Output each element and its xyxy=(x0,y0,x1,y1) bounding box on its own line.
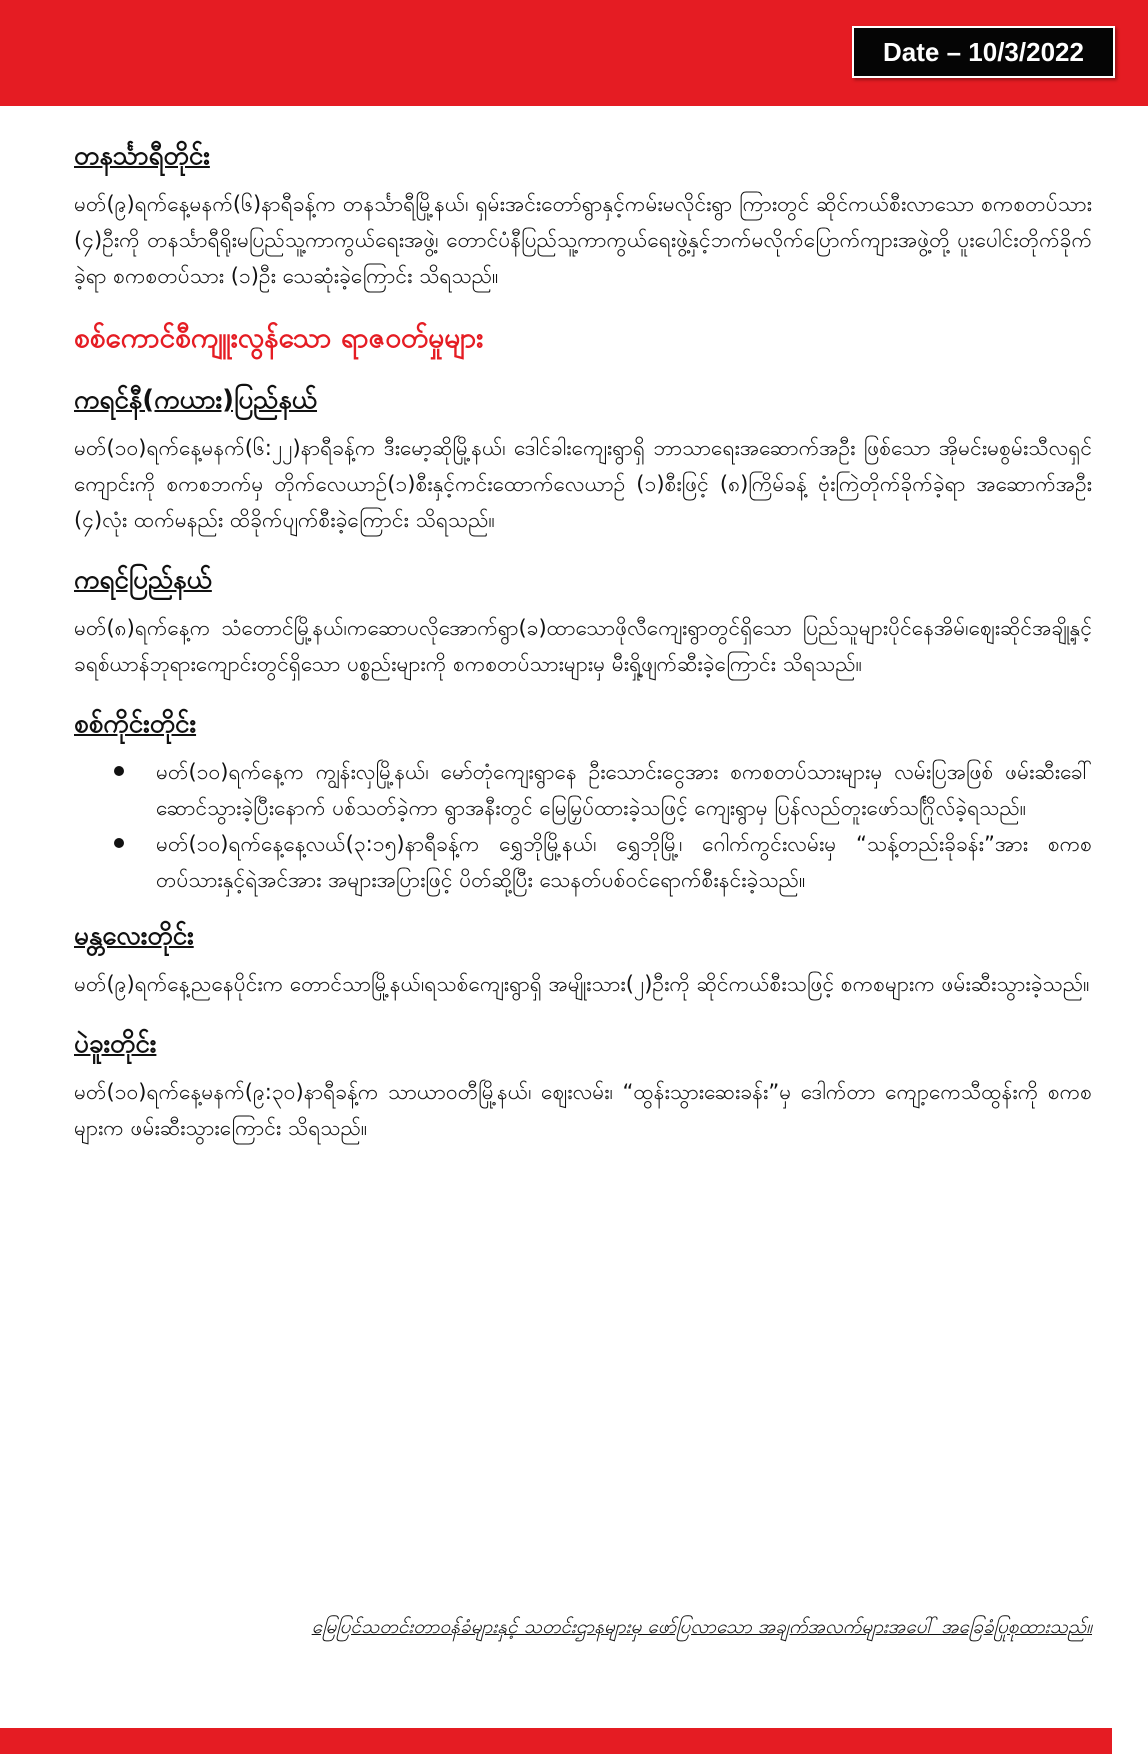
section-body-bago: မတ်(၁၀)ရက်နေ့မနက်(၉:၃၀)နာရီခန့်က သာယာဝတီမြို့နယ်၊ ဈေးလမ်း၊ “ထွန်းသွားဆေးခန်း”မှ ဒေါက်တာ ကျော့ကေသီထွန်းကို စကစများက ဖမ်းဆီးသွားကြောင်း သိရသည်။ xyxy=(74,1080,1092,1140)
list-item xyxy=(74,826,1092,898)
bullet-icon xyxy=(114,766,124,776)
report-content xyxy=(74,126,1092,1158)
section-mandalay xyxy=(74,906,1092,1002)
section-kayin xyxy=(74,550,1092,682)
bottom-banner xyxy=(0,1728,1112,1754)
section-title-karenni: ကရင်နီ(ကယား)ပြည်နယ် xyxy=(74,385,318,415)
section-title-sagaing: စစ်ကိုင်းတိုင်း xyxy=(74,709,197,739)
section-sagaing xyxy=(74,694,1092,898)
section-title-bago: ပဲခူးတိုင်း xyxy=(74,1029,157,1059)
sagaing-bullet-list xyxy=(74,754,1092,898)
section-title-tanintharyi: တနင်္သာရီတိုင်း xyxy=(74,141,210,171)
section-body-mandalay: မတ်(၉)ရက်နေ့ညနေပိုင်းက တောင်သာမြို့နယ်၊ရသစ်ကျေးရွာရှိ အမျိုးသား(၂)ဦးကို ဆိုင်ကယ်စီးသဖြင့် စကစများက ဖမ်းဆီးသွားခဲ့သည်။ xyxy=(74,972,1090,996)
section-tanintharyi xyxy=(74,126,1092,294)
list-item xyxy=(74,754,1092,826)
top-banner xyxy=(0,0,1148,106)
section-title-kayin: ကရင်ပြည်နယ် xyxy=(74,565,212,595)
list-item-text: မတ်(၁၀)ရက်နေ့က ကျွန်းလှမြို့နယ်၊ မော်တုံကျေးရွာနေ ဦးသောင်းငွေအား စကစတပ်သားများမှ လမ်းပြအဖြစ် ဖမ်းဆီးခေါ်ဆောင်သွားခဲ့ပြီးနောက် ပစ်သတ်ခဲ့ကာ ရွာအနီးတွင် မြေမြှပ်ထားခဲ့သဖြင့် ကျေးရွာမှ ပြန်လည်တူးဖော်သင်္ဂြိုလ်ခဲ့ရသည်။ xyxy=(156,760,1092,820)
section-body-kayin: မတ်(၈)ရက်နေ့က သံတောင်မြို့နယ်၊ကဆောပလိုအောက်ရွာ(ခ)ထာသောဖိုလီကျေးရွာတွင်ရှိသော ပြည်သူများပိုင်နေအိမ်၊ဈေးဆိုင်အချို့နှင့်ခရစ်ယာန်ဘုရားကျောင်းတွင်ရှိသော ပစ္စည်းများကို စကစတပ်သားများမှ မီးရှို့ဖျက်ဆီးခဲ့ကြောင်း သိရသည်။ xyxy=(74,616,1092,676)
source-note: မြေပြင်သတင်းတာဝန်ခံများနှင့် သတင်းဌာနများမှ ဖော်ပြလာသော အချက်အလက်များအပေါ် အခြေခံပြုစုထားသည်။ xyxy=(311,1616,1092,1638)
date-label: Date – 10/3/2022 xyxy=(852,26,1115,78)
list-item-text: မတ်(၁၀)ရက်နေ့နေ့လယ်(၃:၁၅)နာရီခန့်က ရွှေဘိုမြို့နယ်၊ ရွှေဘိုမြို့၊ ဂေါက်ကွင်းလမ်းမှ “သန့်တည်းခိုခန်း”အား စကစတပ်သားနှင့်ရဲအင်အား အများအပြားဖြင့် ပိတ်ဆို့ပြီး သေနတ်ပစ်ဝင်ရောက်စီးနင်းခဲ့သည်။ xyxy=(156,832,1092,892)
section-body-tanintharyi: မတ်(၉)ရက်နေ့မနက်(၆)နာရီခန့်က တနင်္သာရီမြို့နယ်၊ ရှမ်းအင်းတော်ရွာနှင့်ကမ်းမလိုင်းရွာ ကြားတွင် ဆိုင်ကယ်စီးလာသော စကစတပ်သား (၄)ဦးကို တနင်္သာရီရိုးမပြည်သူ့ကာကွယ်ရေးအဖွဲ့၊ တောင်ပံနီပြည်သူ့ကာကွယ်ရေးဖွဲ့နှင့်ဘက်မလိုက်ပြောက်ကျားအဖွဲ့တို့ ပူးပေါင်းတိုက်ခိုက်ခဲ့ရာ စကစတပ်သား (၁)ဦး သေဆုံးခဲ့ကြောင်း သိရသည်။ xyxy=(74,192,1092,288)
section-karenni xyxy=(74,370,1092,538)
section-body-karenni: မတ်(၁၀)ရက်နေ့မနက်(၆:၂၂)နာရီခန့်က ဒီးမော့ဆိုမြို့နယ်၊ ဒေါင်ခါးကျေးရွာရှိ ဘာသာရေးအဆောက်အဦး ဖြစ်သော အိုမင်းမစွမ်းသီလရှင်ကျောင်းကို စကစဘက်မှ တိုက်လေယာဉ်(၁)စီးနှင့်ကင်းထောက်လေယာဉ် (၁)စီးဖြင့် (၈)ကြိမ်ခန့် ဗုံးကြဲတိုက်ခိုက်ခဲ့ရာ အဆောက်အဦး (၄)လုံး ထက်မနည်း ထိခိုက်ပျက်စီးခဲ့ကြောင်း သိရသည်။ xyxy=(74,436,1092,532)
section-bago xyxy=(74,1014,1092,1146)
bullet-icon xyxy=(114,838,124,848)
section-title-mandalay: မန္တလေးတိုင်း xyxy=(74,921,194,951)
war-crimes-title: စစ်ကောင်စီကျူးလွန်သော ရာဇဝတ်မှုများ xyxy=(74,321,484,354)
